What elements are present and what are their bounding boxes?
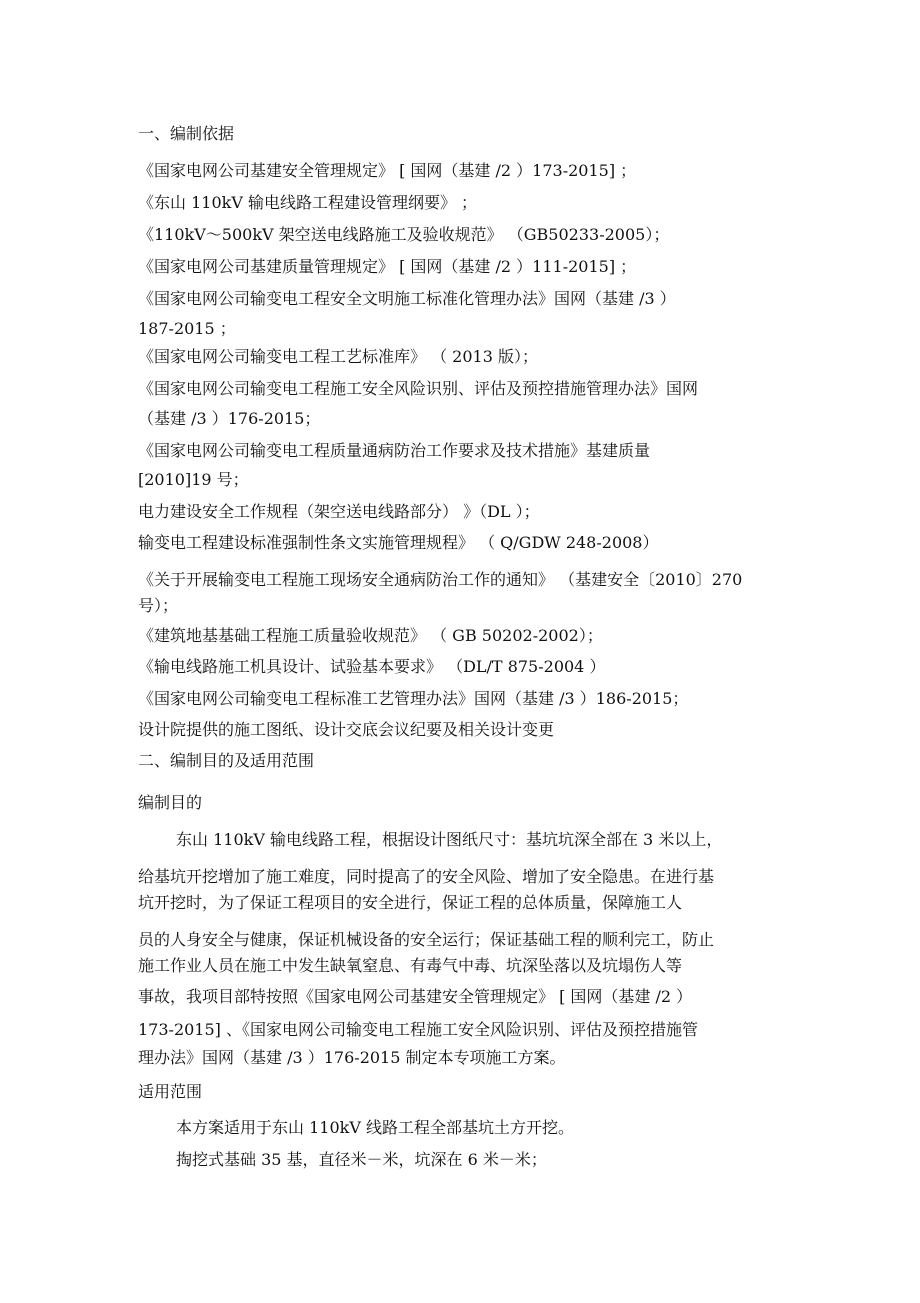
text-line: 《国家电网公司输变电工程施工安全风险识别、评估及预控措施管理办法》国网: [138, 379, 699, 398]
subheading: 适用范围: [138, 1082, 203, 1101]
text-line: 《国家电网公司基建安全管理规定》 [ 国网（基建 /2 ）173-2015] ；: [138, 161, 637, 180]
text-line: 《国家电网公司输变电工程标准工艺管理办法》国网（基建 /3 ）186-2015；: [138, 689, 689, 708]
heading-1: 一、编制依据: [138, 124, 235, 143]
heading-2: 二、编制目的及适用范围: [138, 751, 315, 770]
text-line: 《110kV～500kV 架空送电线路施工及验收规范》 （GB50233-2005）；: [138, 225, 670, 244]
text-line: 设计院提供的施工图纸、设计交底会议纪要及相关设计变更: [138, 720, 555, 739]
text-line: [2010]19 号；: [138, 470, 249, 489]
text-line: （基建 /3 ）176-2015；: [138, 409, 321, 428]
subheading: 编制目的: [138, 793, 203, 812]
text-line: 173-2015] 、《国家电网公司输变电工程施工安全风险识别、评估及预控措施管: [138, 1020, 698, 1039]
text-line: 员的人身安全与健康，保证机械设备的安全运行；保证基础工程的顺利完工，防止: [138, 930, 715, 949]
text-line: 输变电工程建设标准强制性条文实施管理规程》 （ Q/GDW 248-2008）: [138, 533, 659, 552]
text-line: 《东山 110kV 输电线路工程建设管理纲要》 ；: [138, 193, 478, 212]
text-line: 坑开挖时，为了保证工程项目的安全进行，保证工程的总体质量，保障施工人: [138, 893, 683, 912]
text-line: 《关于开展输变电工程施工现场安全通病防治工作的通知》 （基建安全〔2010〕270: [138, 570, 743, 589]
text-line: 《国家电网公司输变电工程工艺标准库》 （ 2013 版）；: [138, 347, 538, 366]
text-line: 施工作业人员在施工中发生缺氧窒息、有毒气中毒、坑深坠落以及坑塌伤人等: [138, 956, 683, 975]
text-line: 《国家电网公司输变电工程质量通病防治工作要求及技术措施》基建质量: [138, 441, 651, 460]
text-line: 给基坑开挖增加了施工难度，同时提高了的安全风险、增加了安全隐患。在进行基: [138, 867, 715, 886]
text-line: 号）；: [138, 596, 179, 615]
text-line: 事故，我项目部特按照《国家电网公司基建安全管理规定》 [ 国网（基建 /2 ）: [138, 987, 693, 1006]
text-line: 187-2015 ；: [138, 319, 236, 338]
text-line: 本方案适用于东山 110kV 线路工程全部基坑土方开挖。: [176, 1118, 574, 1137]
text-line: 电力建设安全工作规程（架空送电线路部分） 》（DL ）；: [138, 502, 540, 521]
text-line: 理办法》国网（基建 /3 ）176-2015 制定本专项施工方案。: [138, 1048, 566, 1067]
text-line: 《国家电网公司基建质量管理规定》 [ 国网（基建 /2 ）111-2015] ；: [138, 257, 637, 276]
text-line: 《建筑地基基础工程施工质量验收规范》 （ GB 50202-2002）；: [138, 626, 603, 645]
text-line: 《国家电网公司输变电工程安全文明施工标准化管理办法》国网（基建 /3 ）: [138, 289, 676, 308]
text-line: 掏挖式基础 35 基，直径米－米，坑深在 6 米－米；: [176, 1150, 547, 1169]
text-line: 东山 110kV 输电线路工程，根据设计图纸尺寸：基坑坑深全部在 3 米以上，: [176, 830, 723, 849]
text-line: 《输电线路施工机具设计、试验基本要求》 （DL/T 875-2004 ）: [138, 657, 606, 676]
